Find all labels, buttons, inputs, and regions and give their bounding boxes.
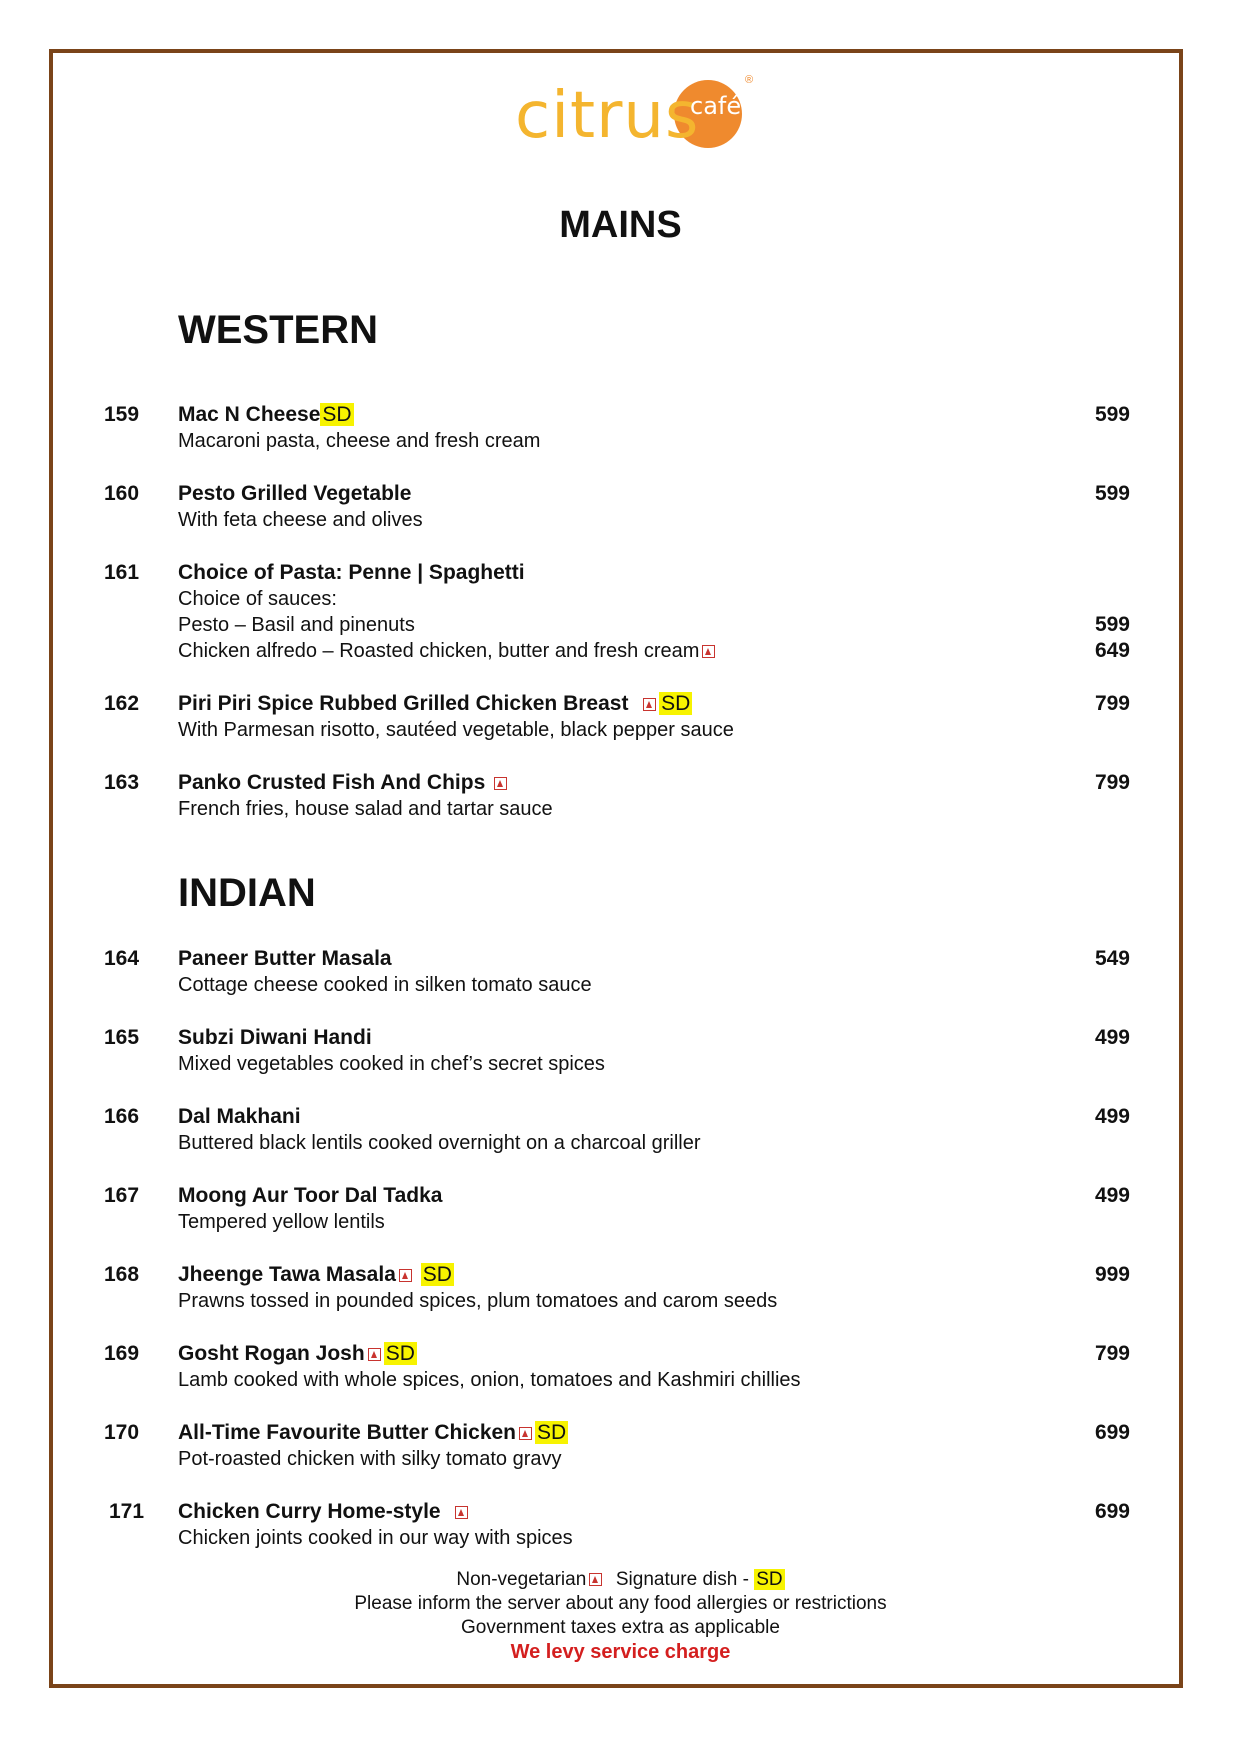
non-veg-icon [368,1348,381,1361]
item-name: Jheenge Tawa Masala SD [178,1263,452,1286]
item-description: Mixed vegetables cooked in chef’s secret spices [178,1053,605,1075]
signature-dish-badge: SD [537,1421,567,1444]
item-description: French fries, house salad and tartar sauce [178,798,553,820]
non-veg-icon [589,1573,602,1586]
item-name: Subzi Diwani Handi [178,1026,372,1049]
legend-signature-label: Signature dish - [615,1569,749,1590]
allergy-notice: Please inform the server about any food allergies or restrictions [354,1593,887,1614]
item-price: 599 [1094,482,1130,505]
item-description: With Parmesan risotto, sautéed vegetable, black pepper sauce [178,719,734,741]
item-number: 171 [109,1500,145,1523]
signature-dish-badge: SD [385,1342,415,1365]
item-number: 167 [104,1184,140,1207]
non-veg-icon [643,698,656,711]
item-number: 163 [104,771,140,794]
item-name: Moong Aur Toor Dal Tadka [178,1184,443,1207]
non-veg-icon [702,645,715,658]
logo-registered-mark: ® [745,74,754,86]
item-description: Lamb cooked with whole spices, onion, tomatoes and Kashmiri chillies [178,1369,801,1391]
item-number: 159 [104,403,140,426]
item-name: All-Time Favourite Butter Chicken SD [178,1421,567,1444]
item-name: Panko Crusted Fish And Chips [178,770,510,796]
item-number: 166 [104,1105,140,1128]
item-name: Choice of Pasta: Penne | Spaghetti [178,561,525,584]
item-name: Dal Makhani [178,1105,301,1128]
item-description: With feta cheese and olives [178,509,423,531]
item-price: 999 [1094,1263,1130,1286]
sauce-option-alfredo-price: 649 [1094,639,1130,662]
item-price: 699 [1094,1421,1130,1444]
item-number: 169 [104,1342,140,1365]
item-description: Pot-roasted chicken with silky tomato gravy [178,1448,562,1470]
signature-dish-badge: SD [661,692,691,715]
tax-notice: Government taxes extra as applicable [461,1617,780,1638]
item-number: 168 [104,1263,140,1286]
section-title-indian: INDIAN [178,871,316,915]
non-veg-icon [519,1427,532,1440]
item-description: Macaroni pasta, cheese and fresh cream [178,430,541,452]
item-number: 161 [104,561,140,584]
signature-dish-badge: SD [422,1263,452,1286]
signature-dish-badge: SD [322,403,352,426]
item-price: 499 [1094,1105,1130,1128]
item-name: Pesto Grilled Vegetable [178,482,412,505]
item-price: 799 [1094,692,1130,715]
item-name: Gosht Rogan Josh SD [178,1342,415,1365]
citrus-cafe-logo [515,74,765,170]
item-name: Paneer Butter Masala [178,947,392,970]
sauce-option-pesto: Pesto – Basil and pinenuts [178,614,415,636]
non-veg-icon [399,1269,412,1282]
legend-nonveg-label: Non-vegetarian [456,1569,587,1590]
item-number: 170 [104,1421,140,1444]
item-price: 499 [1094,1184,1130,1207]
item-name: Chicken Curry Home-style [178,1499,471,1525]
item-number: 165 [104,1026,140,1049]
item-price: 499 [1094,1026,1130,1049]
item-description: Chicken joints cooked in our way with spices [178,1527,573,1549]
item-number: 164 [104,947,140,970]
section-title-western: WESTERN [178,308,378,352]
item-description: Cottage cheese cooked in silken tomato sauce [178,974,592,996]
non-veg-icon [455,1506,468,1519]
item-number: 162 [104,692,140,715]
item-price: 799 [1094,771,1130,794]
item-description: Buttered black lentils cooked overnight on a charcoal griller [178,1132,701,1154]
item-price: 599 [1094,403,1130,426]
service-charge-notice: We levy service charge [510,1641,731,1663]
item-description: Choice of sauces: [178,588,337,610]
page-title: MAINS [559,204,682,246]
sauce-option-pesto-price: 599 [1094,613,1130,636]
logo-wordmark: citrus [515,79,700,153]
signature-dish-badge: SD [756,1569,783,1590]
item-price: 799 [1094,1342,1130,1365]
sauce-option-alfredo: Chicken alfredo – Roasted chicken, butter and fresh cream [178,638,718,664]
non-veg-icon [494,777,507,790]
item-name: Piri Piri Spice Rubbed Grilled Chicken Breast SD [178,692,691,715]
item-name: Mac N CheeseSD [178,403,352,426]
logo-cafe-text: café [690,92,742,120]
legend-line [0,1568,1241,1592]
item-price: 549 [1094,947,1130,970]
item-description: Prawns tossed in pounded spices, plum tomatoes and carom seeds [178,1290,778,1312]
item-price: 699 [1094,1500,1130,1523]
item-number: 160 [104,482,140,505]
item-description: Tempered yellow lentils [178,1211,385,1233]
